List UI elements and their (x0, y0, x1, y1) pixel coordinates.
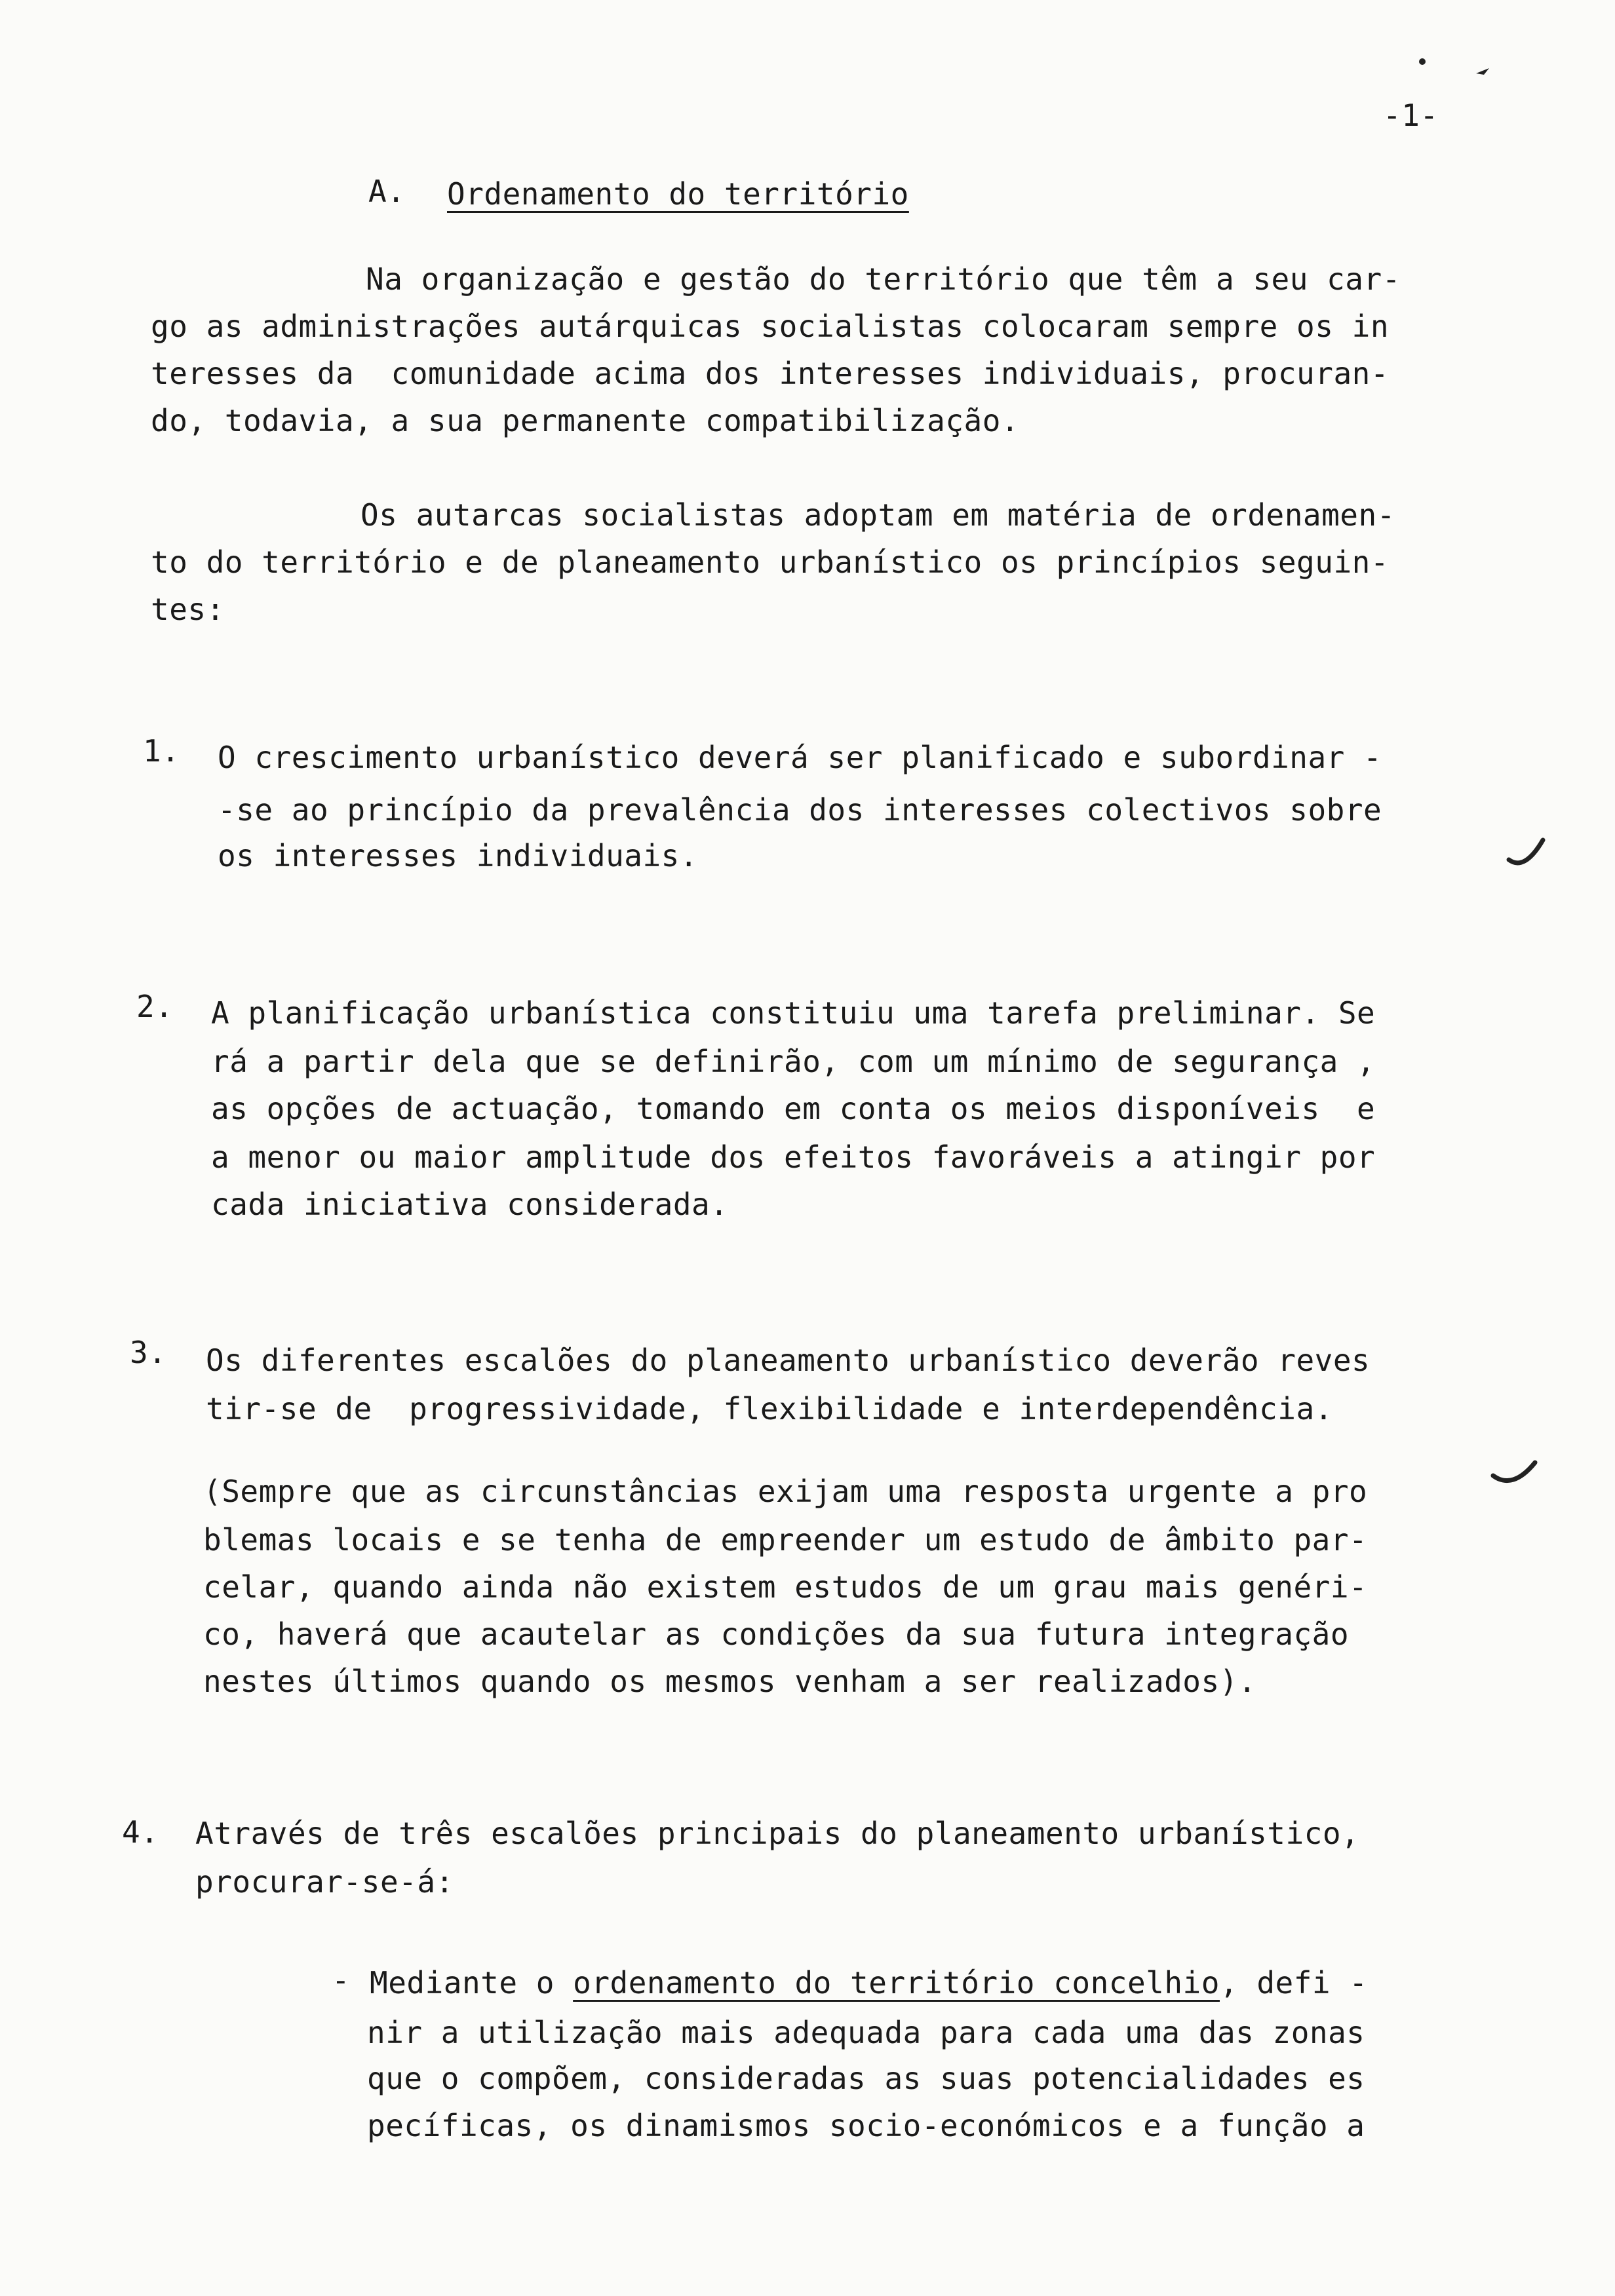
item-3-line-2: tir-se de progressividade, flexibilidade e interdependência. (206, 1391, 1333, 1426)
intro-p2-line-3: tes: (151, 592, 225, 627)
subitem-rest: , defi - (1219, 1965, 1368, 2000)
item-1-number: 1. (143, 733, 180, 769)
subitem-line-3: que o compõem, consideradas as suas potencialidades es (367, 2061, 1365, 2096)
intro-p1-line-3: teresses da comunidade acima dos interesses individuais, procuran- (151, 356, 1390, 391)
item-3-note-line-1: (Sempre que as circunstâncias exijam uma resposta urgente a pro (203, 1474, 1368, 1509)
item-2-line-1: A planificação urbanística constituiu uma tarefa preliminar. Se (211, 995, 1376, 1031)
subitem-line-1 (370, 1959, 1368, 2006)
intro-p1-line-2: go as administrações autárquicas socialistas colocaram sempre os in (151, 309, 1390, 344)
check-mark (1505, 833, 1551, 873)
item-4-line-2: procurar-se-á: (195, 1864, 454, 1900)
page-number: -1- (1383, 98, 1439, 133)
item-3-line-1: Os diferentes escalões do planeamento urbanístico deverão reves (206, 1343, 1371, 1378)
intro-p1-line-1: Na organização e gestão do território que têm a seu car- (366, 261, 1401, 297)
item-3-note-line-5: nestes últimos quando os mesmos venham a ser realizados). (203, 1664, 1257, 1699)
item-4-line-1: Através de três escalões principais do planeamento urbanístico, (195, 1816, 1360, 1851)
intro-p2-line-1: Os autarcas socialistas adoptam em matéria de ordenamen- (360, 497, 1395, 533)
item-3-note-line-2: blemas locais e se tenha de empreender um estudo de âmbito par- (203, 1522, 1368, 1558)
section-letter: A. (368, 174, 406, 209)
item-2-line-5: cada iniciativa considerada. (211, 1187, 729, 1222)
intro-p1-line-4: do, todavia, a sua permanente compatibilização. (151, 403, 1020, 438)
item-3-note-line-3: celar, quando ainda não existem estudos de um grau mais genéri- (203, 1569, 1368, 1605)
item-4-number: 4. (122, 1814, 159, 1850)
subitem-dash: - (332, 1962, 351, 1998)
intro-p2-line-2: to do território e de planeamento urbanístico os princípios seguin- (151, 545, 1390, 580)
section-title: Ordenamento do território (447, 176, 909, 212)
item-1-line-1: O crescimento urbanístico deverá ser planificado e subordinar - (218, 740, 1382, 775)
item-2-line-2: rá a partir dela que se definirão, com um mínimo de segurança , (211, 1044, 1376, 1079)
check-mark (1489, 1456, 1542, 1495)
ink-speck-mark (1416, 54, 1494, 80)
item-3-note-line-4: co, haverá que acautelar as condições da sua futura integração (203, 1617, 1350, 1652)
subitem-underlined-term: ordenamento do território concelhio (573, 1965, 1220, 2000)
subitem-line-2: nir a utilização mais adequada para cada uma das zonas (367, 2015, 1365, 2050)
subitem-lead: Mediante o (370, 1965, 574, 2000)
item-2-line-3: as opções de actuação, tomando em conta os meios disponíveis e (211, 1091, 1376, 1126)
item-3-number: 3. (130, 1335, 167, 1370)
item-2-line-4: a menor ou maior amplitude dos efeitos favoráveis a atingir por (211, 1139, 1376, 1175)
item-2-number: 2. (136, 989, 174, 1024)
item-1-line-3: os interesses individuais. (218, 838, 699, 873)
subitem-line-4: pecíficas, os dinamismos socio-económicos e a função a (367, 2108, 1365, 2143)
item-1-line-2: -se ao princípio da prevalência dos interesses colectivos sobre (218, 792, 1382, 828)
